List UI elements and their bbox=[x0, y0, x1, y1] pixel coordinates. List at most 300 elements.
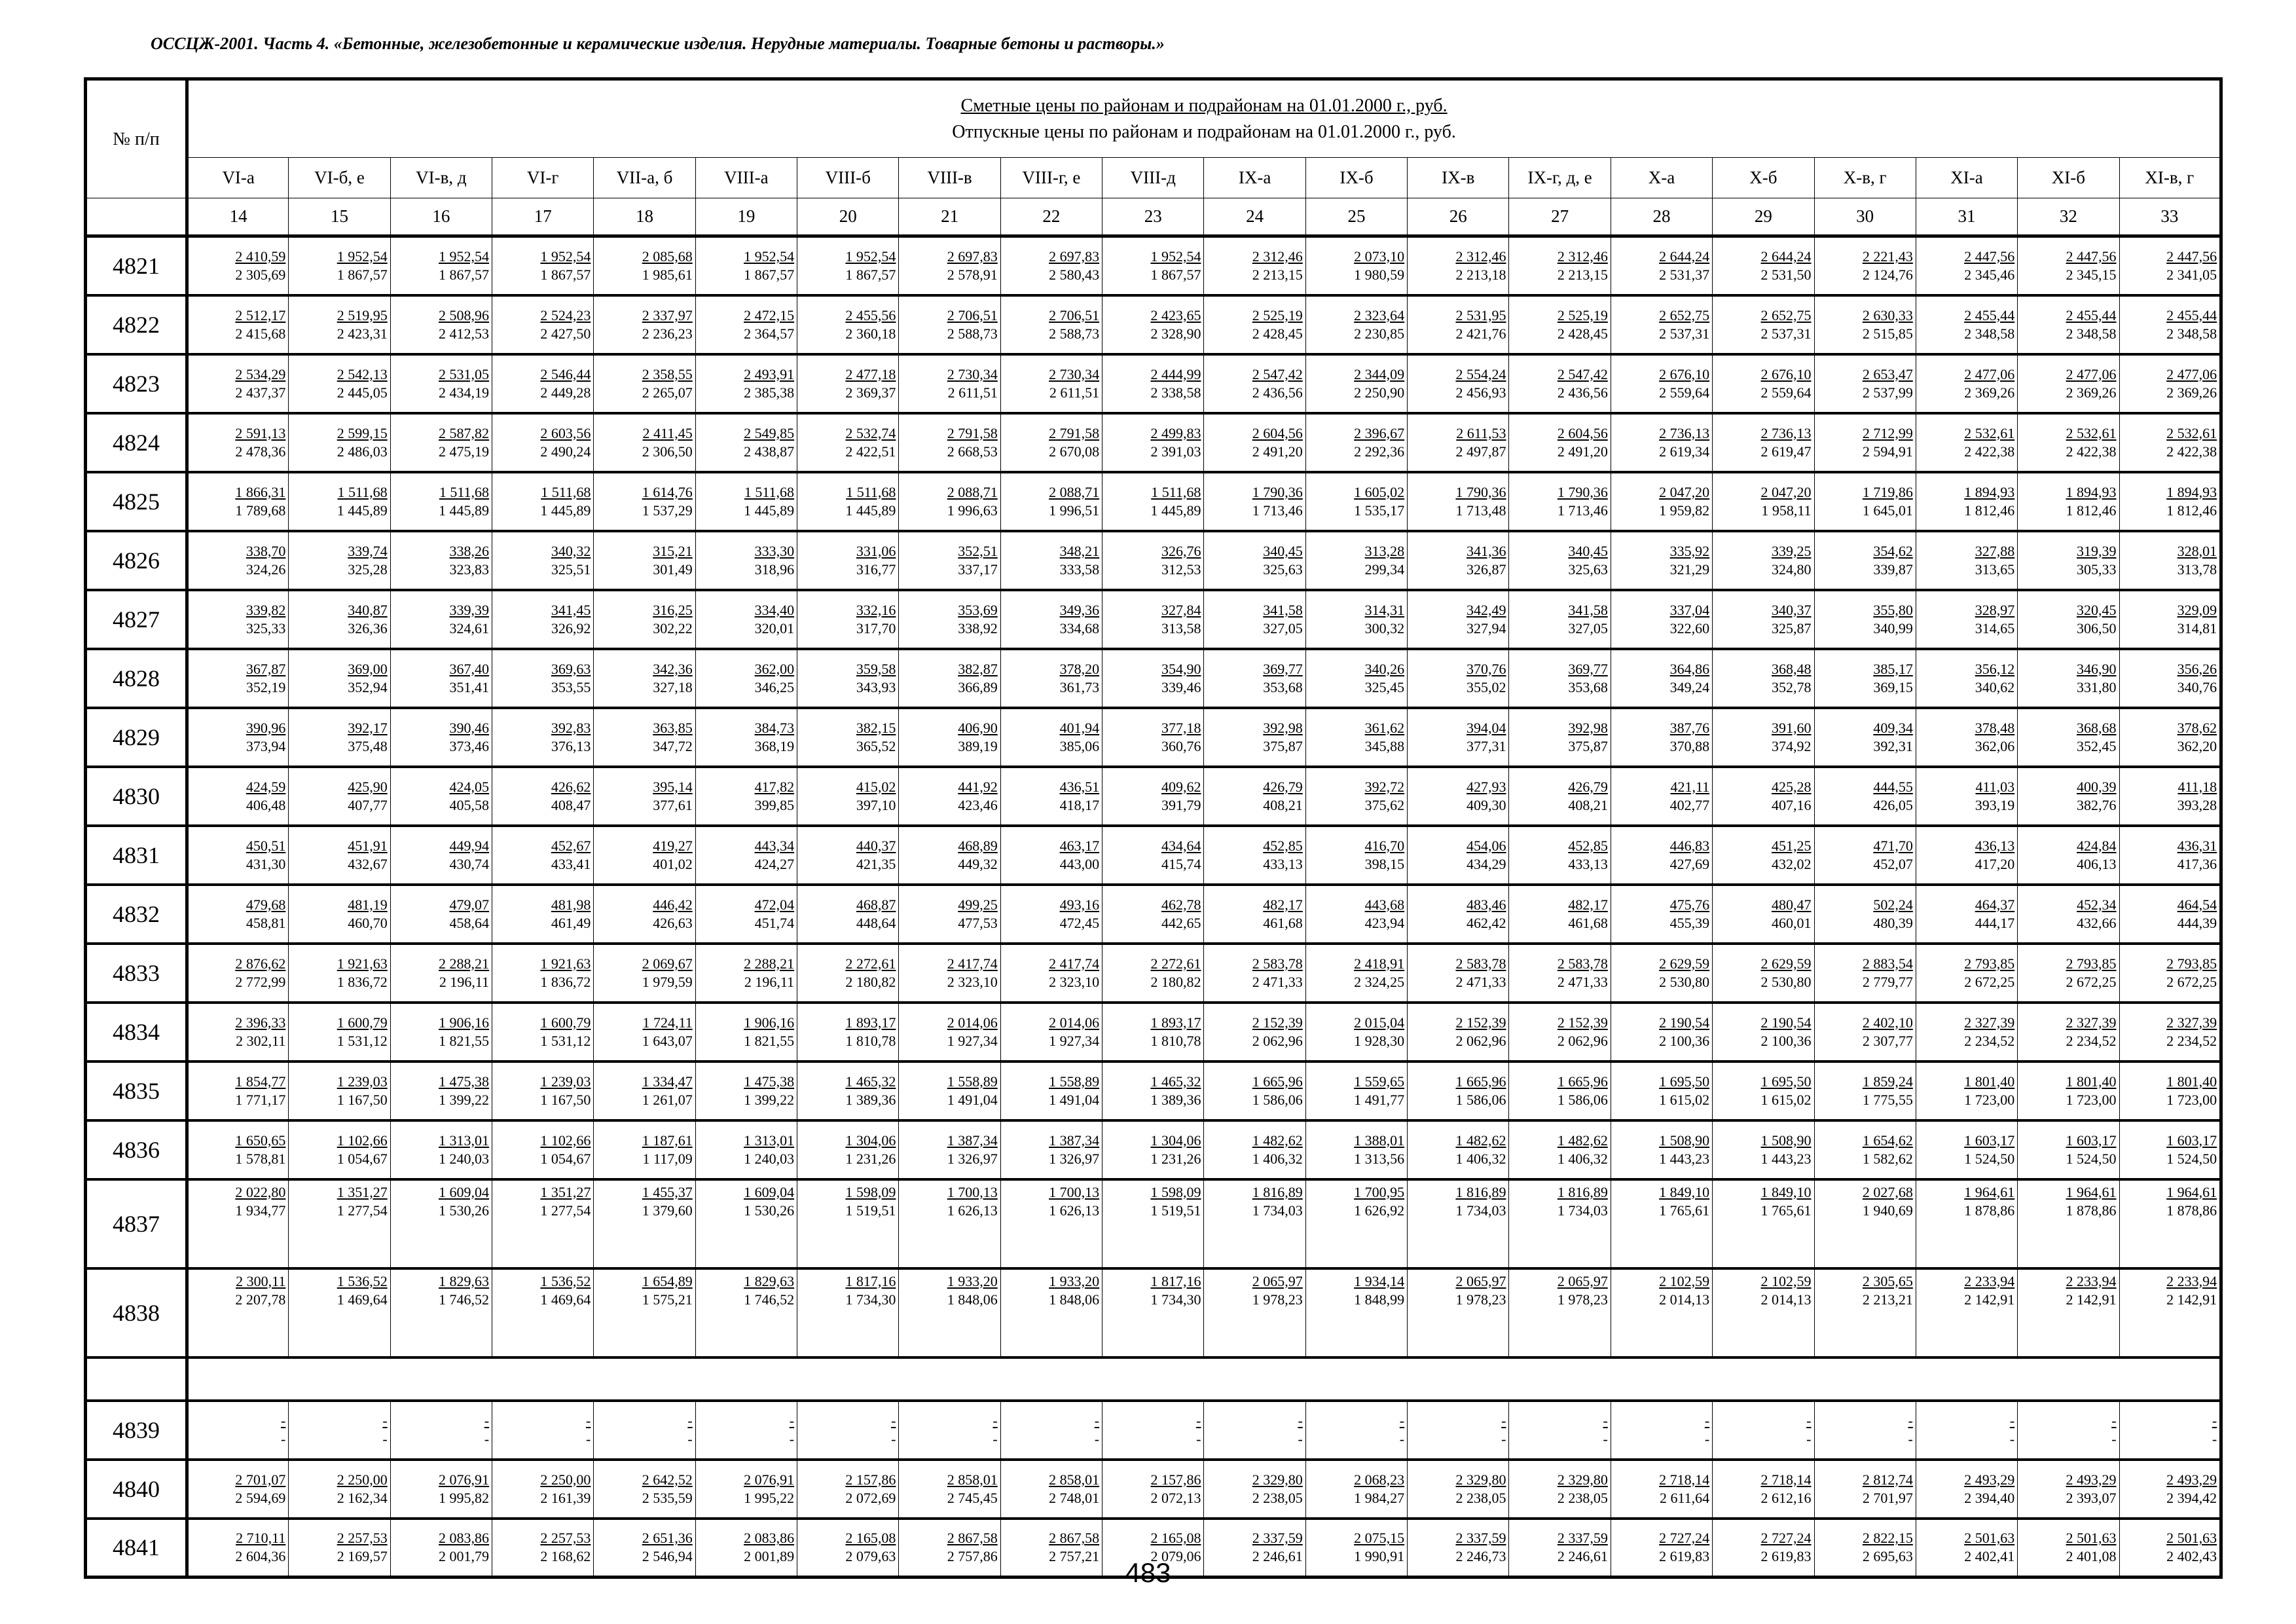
price-cell bbox=[1102, 1460, 1204, 1519]
price-cell bbox=[390, 413, 492, 472]
release-price: 375,87 bbox=[1568, 737, 1608, 754]
price-cell bbox=[1408, 236, 1509, 295]
release-price: 2 292,36 bbox=[1354, 443, 1405, 460]
estimate-price: 342,49 bbox=[1466, 601, 1506, 618]
release-price: 1 491,04 bbox=[1049, 1091, 1100, 1108]
price-cell bbox=[390, 1061, 492, 1120]
estimate-price: - bbox=[993, 1412, 998, 1429]
release-price: 1 996,63 bbox=[947, 502, 998, 519]
price-cell bbox=[289, 354, 390, 413]
price-cell bbox=[1814, 472, 1916, 531]
estimate-price: 1 719,86 bbox=[1862, 483, 1913, 500]
estimate-price: 319,39 bbox=[2077, 542, 2117, 559]
estimate-price: 1 536,52 bbox=[337, 1272, 388, 1289]
price-cell bbox=[1916, 1268, 2017, 1357]
region-header: VI-б, е bbox=[289, 158, 390, 198]
price-cell bbox=[1408, 1120, 1509, 1179]
estimate-price: 2 152,39 bbox=[1455, 1014, 1506, 1031]
estimate-price: 359,58 bbox=[856, 660, 896, 677]
price-cell bbox=[1713, 354, 1814, 413]
price-cell bbox=[899, 472, 1000, 531]
release-price: 2 161,39 bbox=[540, 1489, 591, 1506]
release-price: 2 213,15 bbox=[1252, 266, 1303, 283]
release-price: 316,77 bbox=[856, 561, 896, 578]
release-price: 2 142,91 bbox=[2166, 1291, 2217, 1308]
release-price: 1 927,34 bbox=[947, 1032, 998, 1049]
release-price: 347,72 bbox=[653, 737, 693, 754]
release-price: 326,87 bbox=[1466, 561, 1506, 578]
estimate-price: 369,77 bbox=[1263, 660, 1303, 677]
price-cell bbox=[797, 531, 899, 590]
estimate-price: 450,51 bbox=[246, 837, 286, 854]
release-price: 2 306,50 bbox=[642, 443, 693, 460]
price-cell bbox=[1102, 1268, 1204, 1357]
release-price: 338,92 bbox=[958, 619, 998, 637]
price-cell bbox=[1611, 1179, 1712, 1268]
release-price: 2 369,37 bbox=[845, 384, 896, 401]
release-price: 327,05 bbox=[1263, 619, 1303, 637]
price-cell bbox=[1204, 354, 1305, 413]
estimate-price: 1 964,61 bbox=[1964, 1183, 2015, 1200]
price-cell bbox=[1509, 826, 1611, 885]
estimate-price: 2 272,61 bbox=[1150, 955, 1201, 972]
price-cell bbox=[899, 1003, 1000, 1061]
release-price: 2 668,53 bbox=[947, 443, 998, 460]
price-cell bbox=[1102, 590, 1204, 649]
estimate-price: 2 718,14 bbox=[1659, 1471, 1710, 1488]
release-price: 1 399,22 bbox=[439, 1091, 490, 1108]
estimate-price: 315,21 bbox=[653, 542, 693, 559]
release-price: 1 615,02 bbox=[1659, 1091, 1710, 1108]
price-cell bbox=[797, 236, 899, 295]
release-price: 418,17 bbox=[1059, 796, 1100, 813]
release-price: 2 230,85 bbox=[1354, 325, 1405, 342]
price-cell bbox=[390, 649, 492, 708]
release-price: 1 734,03 bbox=[1557, 1202, 1608, 1219]
price-cell bbox=[1408, 649, 1509, 708]
release-price: 1 812,46 bbox=[1964, 502, 2015, 519]
estimate-price: 2 793,85 bbox=[2166, 955, 2217, 972]
estimate-price: 1 854,77 bbox=[235, 1073, 286, 1090]
estimate-price: 2 532,61 bbox=[2066, 424, 2117, 441]
release-price: 2 427,50 bbox=[540, 325, 591, 342]
price-cell bbox=[187, 1401, 289, 1460]
price-cell bbox=[187, 885, 289, 944]
release-price: 1 836,72 bbox=[337, 973, 388, 990]
estimate-price: 2 288,21 bbox=[744, 955, 795, 972]
estimate-price: 2 068,23 bbox=[1354, 1471, 1405, 1488]
price-cell bbox=[899, 826, 1000, 885]
estimate-price: 1 465,32 bbox=[1150, 1073, 1201, 1090]
price-cell bbox=[695, 649, 797, 708]
release-price: 320,01 bbox=[754, 619, 795, 637]
estimate-price: 1 790,36 bbox=[1557, 483, 1608, 500]
estimate-price: 452,34 bbox=[2077, 896, 2117, 913]
estimate-price: 1 964,61 bbox=[2166, 1183, 2217, 1200]
estimate-price: 377,18 bbox=[1161, 719, 1201, 736]
estimate-price: 368,48 bbox=[1772, 660, 1812, 677]
price-cell bbox=[1916, 885, 2017, 944]
release-price: 1 812,46 bbox=[2066, 502, 2117, 519]
release-price: 334,68 bbox=[1059, 619, 1100, 637]
release-price: 313,78 bbox=[2177, 561, 2217, 578]
release-price: 377,61 bbox=[653, 796, 693, 813]
estimate-price: 2 603,56 bbox=[540, 424, 591, 441]
estimate-price: 2 822,15 bbox=[1862, 1530, 1913, 1547]
estimate-price: 1 894,93 bbox=[1964, 483, 2015, 500]
release-price: 405,58 bbox=[449, 796, 490, 813]
price-cell bbox=[2119, 472, 2221, 531]
estimate-price: 1 921,63 bbox=[337, 955, 388, 972]
price-cell bbox=[1713, 1120, 1814, 1179]
price-cell bbox=[1509, 1120, 1611, 1179]
release-price: 1 878,86 bbox=[2066, 1202, 2117, 1219]
estimate-price: 2 329,80 bbox=[1557, 1471, 1608, 1488]
estimate-price: 337,04 bbox=[1669, 601, 1710, 618]
column-number: 27 bbox=[1509, 198, 1611, 236]
release-price: 343,93 bbox=[856, 678, 896, 695]
estimate-price: 2 288,21 bbox=[439, 955, 490, 972]
price-cell bbox=[2018, 826, 2119, 885]
price-cell bbox=[492, 1003, 594, 1061]
release-price: 2 531,37 bbox=[1659, 266, 1710, 283]
estimate-price: 401,94 bbox=[1059, 719, 1100, 736]
estimate-price: 2 697,83 bbox=[947, 248, 998, 265]
release-price: 2 578,91 bbox=[947, 266, 998, 283]
estimate-price: 1 304,06 bbox=[1150, 1132, 1201, 1149]
estimate-price: 480,47 bbox=[1772, 896, 1812, 913]
release-price: 1 277,54 bbox=[337, 1202, 388, 1219]
estimate-price: 369,63 bbox=[551, 660, 591, 677]
release-price: 1 723,00 bbox=[2066, 1091, 2117, 1108]
estimate-price: 1 102,66 bbox=[337, 1132, 388, 1149]
release-price: 360,76 bbox=[1161, 737, 1201, 754]
price-cell bbox=[1509, 413, 1611, 472]
price-cell bbox=[797, 1003, 899, 1061]
release-price: 1 524,50 bbox=[2066, 1150, 2117, 1167]
region-header: IX-в bbox=[1408, 158, 1509, 198]
price-cell bbox=[1000, 1401, 1102, 1460]
price-cell bbox=[1204, 1061, 1305, 1120]
release-price: 362,06 bbox=[1975, 737, 2015, 754]
price-cell bbox=[187, 1120, 289, 1179]
release-price: 340,99 bbox=[1873, 619, 1913, 637]
price-cell bbox=[1713, 944, 1814, 1003]
price-cell bbox=[187, 531, 289, 590]
price-cell bbox=[695, 295, 797, 354]
price-cell bbox=[1408, 1061, 1509, 1120]
estimate-price: 2 712,99 bbox=[1862, 424, 1913, 441]
estimate-price: 425,28 bbox=[1772, 778, 1812, 795]
release-price: 2 672,25 bbox=[1964, 973, 2015, 990]
price-cell bbox=[1102, 1120, 1204, 1179]
price-cell bbox=[1408, 767, 1509, 826]
release-price: 2 079,63 bbox=[845, 1548, 896, 1565]
release-price: 322,60 bbox=[1669, 619, 1710, 637]
price-cell bbox=[2119, 1401, 2221, 1460]
estimate-price: 2 730,34 bbox=[1049, 365, 1100, 382]
price-cell bbox=[797, 590, 899, 649]
release-price: - bbox=[1704, 1430, 1710, 1447]
price-cell bbox=[1204, 472, 1305, 531]
release-price: - bbox=[891, 1430, 896, 1447]
estimate-price: 1 600,79 bbox=[540, 1014, 591, 1031]
estimate-price: 1 665,96 bbox=[1557, 1073, 1608, 1090]
estimate-price: 421,11 bbox=[1670, 778, 1710, 795]
price-cell bbox=[1204, 1179, 1305, 1268]
release-price: - bbox=[687, 1430, 693, 1447]
region-header: IX-б bbox=[1305, 158, 1407, 198]
release-price: 423,94 bbox=[1364, 914, 1405, 931]
release-price: 448,64 bbox=[856, 914, 896, 931]
estimate-price: 426,62 bbox=[551, 778, 591, 795]
estimate-price: 369,77 bbox=[1568, 660, 1608, 677]
price-cell bbox=[187, 1268, 289, 1357]
price-cell bbox=[797, 708, 899, 767]
release-price: 2 238,05 bbox=[1455, 1489, 1506, 1506]
price-cell bbox=[797, 1268, 899, 1357]
estimate-price: 1 455,37 bbox=[642, 1183, 693, 1200]
estimate-price: 2 257,53 bbox=[337, 1530, 388, 1547]
price-cell bbox=[1814, 354, 1916, 413]
price-cell bbox=[1102, 944, 1204, 1003]
estimate-price: 1 609,04 bbox=[744, 1183, 795, 1200]
row-number: 4833 bbox=[86, 944, 187, 1003]
release-price: 461,68 bbox=[1568, 914, 1608, 931]
estimate-price: 1 603,17 bbox=[1964, 1132, 2015, 1149]
release-price: 2 345,15 bbox=[2066, 266, 2117, 283]
estimate-price: 2 652,75 bbox=[1659, 306, 1710, 323]
price-cell bbox=[1611, 236, 1712, 295]
estimate-price: - bbox=[1501, 1412, 1506, 1429]
estimate-price: 392,83 bbox=[551, 719, 591, 736]
estimate-price: 2 076,91 bbox=[744, 1471, 795, 1488]
estimate-price: 329,09 bbox=[2177, 601, 2217, 618]
estimate-price: 1 558,89 bbox=[947, 1073, 998, 1090]
release-price: 2 559,64 bbox=[1659, 384, 1710, 401]
estimate-price: 436,13 bbox=[1975, 837, 2015, 854]
release-price: 461,49 bbox=[551, 914, 591, 931]
estimate-price: 2 305,65 bbox=[1862, 1272, 1913, 1289]
release-price: 1 959,82 bbox=[1659, 502, 1710, 519]
release-price: 313,65 bbox=[1975, 561, 2015, 578]
estimate-price: 1 933,20 bbox=[947, 1272, 998, 1289]
price-cell bbox=[2018, 1003, 2119, 1061]
estimate-price: 436,31 bbox=[2177, 837, 2217, 854]
estimate-price: 1 475,38 bbox=[744, 1073, 795, 1090]
release-price: 1 836,72 bbox=[540, 973, 591, 990]
price-cell bbox=[1000, 885, 1102, 944]
estimate-price: 2 629,59 bbox=[1659, 955, 1710, 972]
release-price: 393,19 bbox=[1975, 796, 2015, 813]
estimate-price: 2 508,96 bbox=[439, 306, 490, 323]
price-cell bbox=[594, 1061, 695, 1120]
region-header: X-а bbox=[1611, 158, 1712, 198]
title-line-release: Отпускные цены по районам и подрайонам на 01.01.2000 г., руб. bbox=[952, 121, 1456, 142]
release-price: 2 014,13 bbox=[1760, 1291, 1812, 1308]
estimate-price: 436,51 bbox=[1059, 778, 1100, 795]
release-price: - bbox=[2212, 1430, 2217, 1447]
estimate-price: 2 250,00 bbox=[540, 1471, 591, 1488]
release-price: 302,22 bbox=[653, 619, 693, 637]
estimate-price: 2 512,17 bbox=[235, 306, 286, 323]
price-cell bbox=[695, 1179, 797, 1268]
price-cell bbox=[797, 1460, 899, 1519]
estimate-price: 2 534,29 bbox=[235, 365, 286, 382]
release-price: 407,77 bbox=[348, 796, 388, 813]
estimate-price: 340,87 bbox=[348, 601, 388, 618]
estimate-price: 2 583,78 bbox=[1557, 955, 1608, 972]
region-header: XI-б bbox=[2018, 158, 2119, 198]
estimate-price: 1 654,89 bbox=[642, 1272, 693, 1289]
release-price: 461,68 bbox=[1263, 914, 1303, 931]
estimate-price: 2 477,06 bbox=[1964, 365, 2015, 382]
estimate-price: - bbox=[891, 1412, 896, 1429]
price-cell bbox=[2018, 472, 2119, 531]
price-cell bbox=[289, 826, 390, 885]
price-cell bbox=[1509, 944, 1611, 1003]
release-price: 1 313,56 bbox=[1354, 1150, 1405, 1167]
price-cell bbox=[2119, 590, 2221, 649]
estimate-price: 2 102,59 bbox=[1659, 1272, 1710, 1289]
estimate-price: 2 644,24 bbox=[1760, 248, 1812, 265]
estimate-price: 1 893,17 bbox=[845, 1014, 896, 1031]
release-price: 2 265,07 bbox=[642, 384, 693, 401]
release-price: 2 471,33 bbox=[1455, 973, 1506, 990]
release-price: 2 338,58 bbox=[1150, 384, 1201, 401]
release-price: 2 341,05 bbox=[2166, 266, 2217, 283]
price-cell bbox=[1509, 236, 1611, 295]
price-cell bbox=[492, 590, 594, 649]
release-price: 306,50 bbox=[2077, 619, 2117, 637]
estimate-price: 334,40 bbox=[754, 601, 795, 618]
release-price: 2 393,07 bbox=[2066, 1489, 2117, 1506]
price-cell bbox=[1713, 1061, 1814, 1120]
estimate-price: 2 718,14 bbox=[1760, 1471, 1812, 1488]
release-price: 331,80 bbox=[2077, 678, 2117, 695]
estimate-price: 2 532,61 bbox=[1964, 424, 2015, 441]
release-price: 325,87 bbox=[1772, 619, 1812, 637]
estimate-price: 352,51 bbox=[958, 542, 998, 559]
estimate-price: 2 547,42 bbox=[1252, 365, 1303, 382]
release-price: 339,87 bbox=[1873, 561, 1913, 578]
price-cell bbox=[1916, 295, 2017, 354]
estimate-price: 395,14 bbox=[653, 778, 693, 795]
price-cell bbox=[797, 1061, 899, 1120]
price-cell bbox=[390, 472, 492, 531]
release-price: 385,06 bbox=[1059, 737, 1100, 754]
release-price: 2 345,46 bbox=[1964, 266, 2015, 283]
estimate-price: 1 906,16 bbox=[744, 1014, 795, 1031]
estimate-price: 367,87 bbox=[246, 660, 286, 677]
release-price: 2 422,38 bbox=[1964, 443, 2015, 460]
release-price: 460,01 bbox=[1772, 914, 1812, 931]
estimate-price: 1 906,16 bbox=[439, 1014, 490, 1031]
release-price: 351,41 bbox=[449, 678, 490, 695]
estimate-price: 2 554,24 bbox=[1455, 365, 1506, 382]
price-cell bbox=[289, 413, 390, 472]
release-price: 1 867,57 bbox=[540, 266, 591, 283]
estimate-price: 1 964,61 bbox=[2066, 1183, 2117, 1200]
estimate-price: 1 388,01 bbox=[1354, 1132, 1405, 1149]
estimate-price: 411,03 bbox=[1975, 778, 2015, 795]
release-price: 1 934,77 bbox=[235, 1202, 286, 1219]
release-price: 325,63 bbox=[1568, 561, 1608, 578]
release-price: - bbox=[993, 1430, 998, 1447]
price-cell bbox=[899, 649, 1000, 708]
estimate-price: 2 102,59 bbox=[1760, 1272, 1812, 1289]
estimate-price: 1 665,96 bbox=[1252, 1073, 1303, 1090]
estimate-price: 353,69 bbox=[958, 601, 998, 618]
release-price: - bbox=[382, 1430, 388, 1447]
estimate-price: 2 736,13 bbox=[1659, 424, 1710, 441]
price-cell bbox=[1102, 531, 1204, 590]
estimate-price: 340,45 bbox=[1263, 542, 1303, 559]
row-number: 4821 bbox=[86, 236, 187, 295]
price-cell bbox=[1713, 472, 1814, 531]
estimate-price: 2 015,04 bbox=[1354, 1014, 1405, 1031]
estimate-price: 440,37 bbox=[856, 837, 896, 854]
estimate-price: 2 047,20 bbox=[1659, 483, 1710, 500]
estimate-price: 1 695,50 bbox=[1659, 1073, 1710, 1090]
price-cell bbox=[289, 1401, 390, 1460]
estimate-price: 354,90 bbox=[1161, 660, 1201, 677]
release-price: 370,88 bbox=[1669, 737, 1710, 754]
price-cell bbox=[289, 1179, 390, 1268]
price-cell bbox=[594, 767, 695, 826]
price-cell bbox=[390, 767, 492, 826]
price-cell bbox=[594, 1401, 695, 1460]
release-price: 337,17 bbox=[958, 561, 998, 578]
price-cell bbox=[2119, 944, 2221, 1003]
estimate-price: 2 730,34 bbox=[947, 365, 998, 382]
row-number: 4834 bbox=[86, 1003, 187, 1061]
price-cell bbox=[1102, 708, 1204, 767]
price-cell bbox=[1916, 767, 2017, 826]
estimate-price: 340,45 bbox=[1568, 542, 1608, 559]
row-number: 4826 bbox=[86, 531, 187, 590]
estimate-price: 2 858,01 bbox=[947, 1471, 998, 1488]
release-price: 1 615,02 bbox=[1760, 1091, 1812, 1108]
release-price: 2 537,31 bbox=[1659, 325, 1710, 342]
price-cell bbox=[1305, 1120, 1407, 1179]
price-cell bbox=[492, 885, 594, 944]
price-cell bbox=[2119, 531, 2221, 590]
region-header: VIII-а bbox=[695, 158, 797, 198]
release-price: 299,34 bbox=[1364, 561, 1405, 578]
estimate-price: 2 793,85 bbox=[1964, 955, 2015, 972]
release-price: 455,39 bbox=[1669, 914, 1710, 931]
price-cell bbox=[187, 649, 289, 708]
price-cell bbox=[289, 649, 390, 708]
region-header: IX-а bbox=[1204, 158, 1305, 198]
estimate-price: 1 334,47 bbox=[642, 1073, 693, 1090]
estimate-price: 340,37 bbox=[1772, 601, 1812, 618]
price-cell bbox=[1916, 1061, 2017, 1120]
price-cell bbox=[1916, 1460, 2017, 1519]
estimate-price: 1 724,11 bbox=[642, 1014, 693, 1031]
release-price: 1 978,23 bbox=[1455, 1291, 1506, 1308]
price-cell bbox=[1102, 885, 1204, 944]
release-price: 1 867,57 bbox=[1150, 266, 1201, 283]
estimate-price: 2 417,74 bbox=[947, 955, 998, 972]
release-price: 458,64 bbox=[449, 914, 490, 931]
release-price: 1 821,55 bbox=[744, 1032, 795, 1049]
release-price: 1 746,52 bbox=[439, 1291, 490, 1308]
price-cell bbox=[695, 885, 797, 944]
release-price: 2 307,77 bbox=[1862, 1032, 1913, 1049]
release-price: 2 611,51 bbox=[947, 384, 998, 401]
